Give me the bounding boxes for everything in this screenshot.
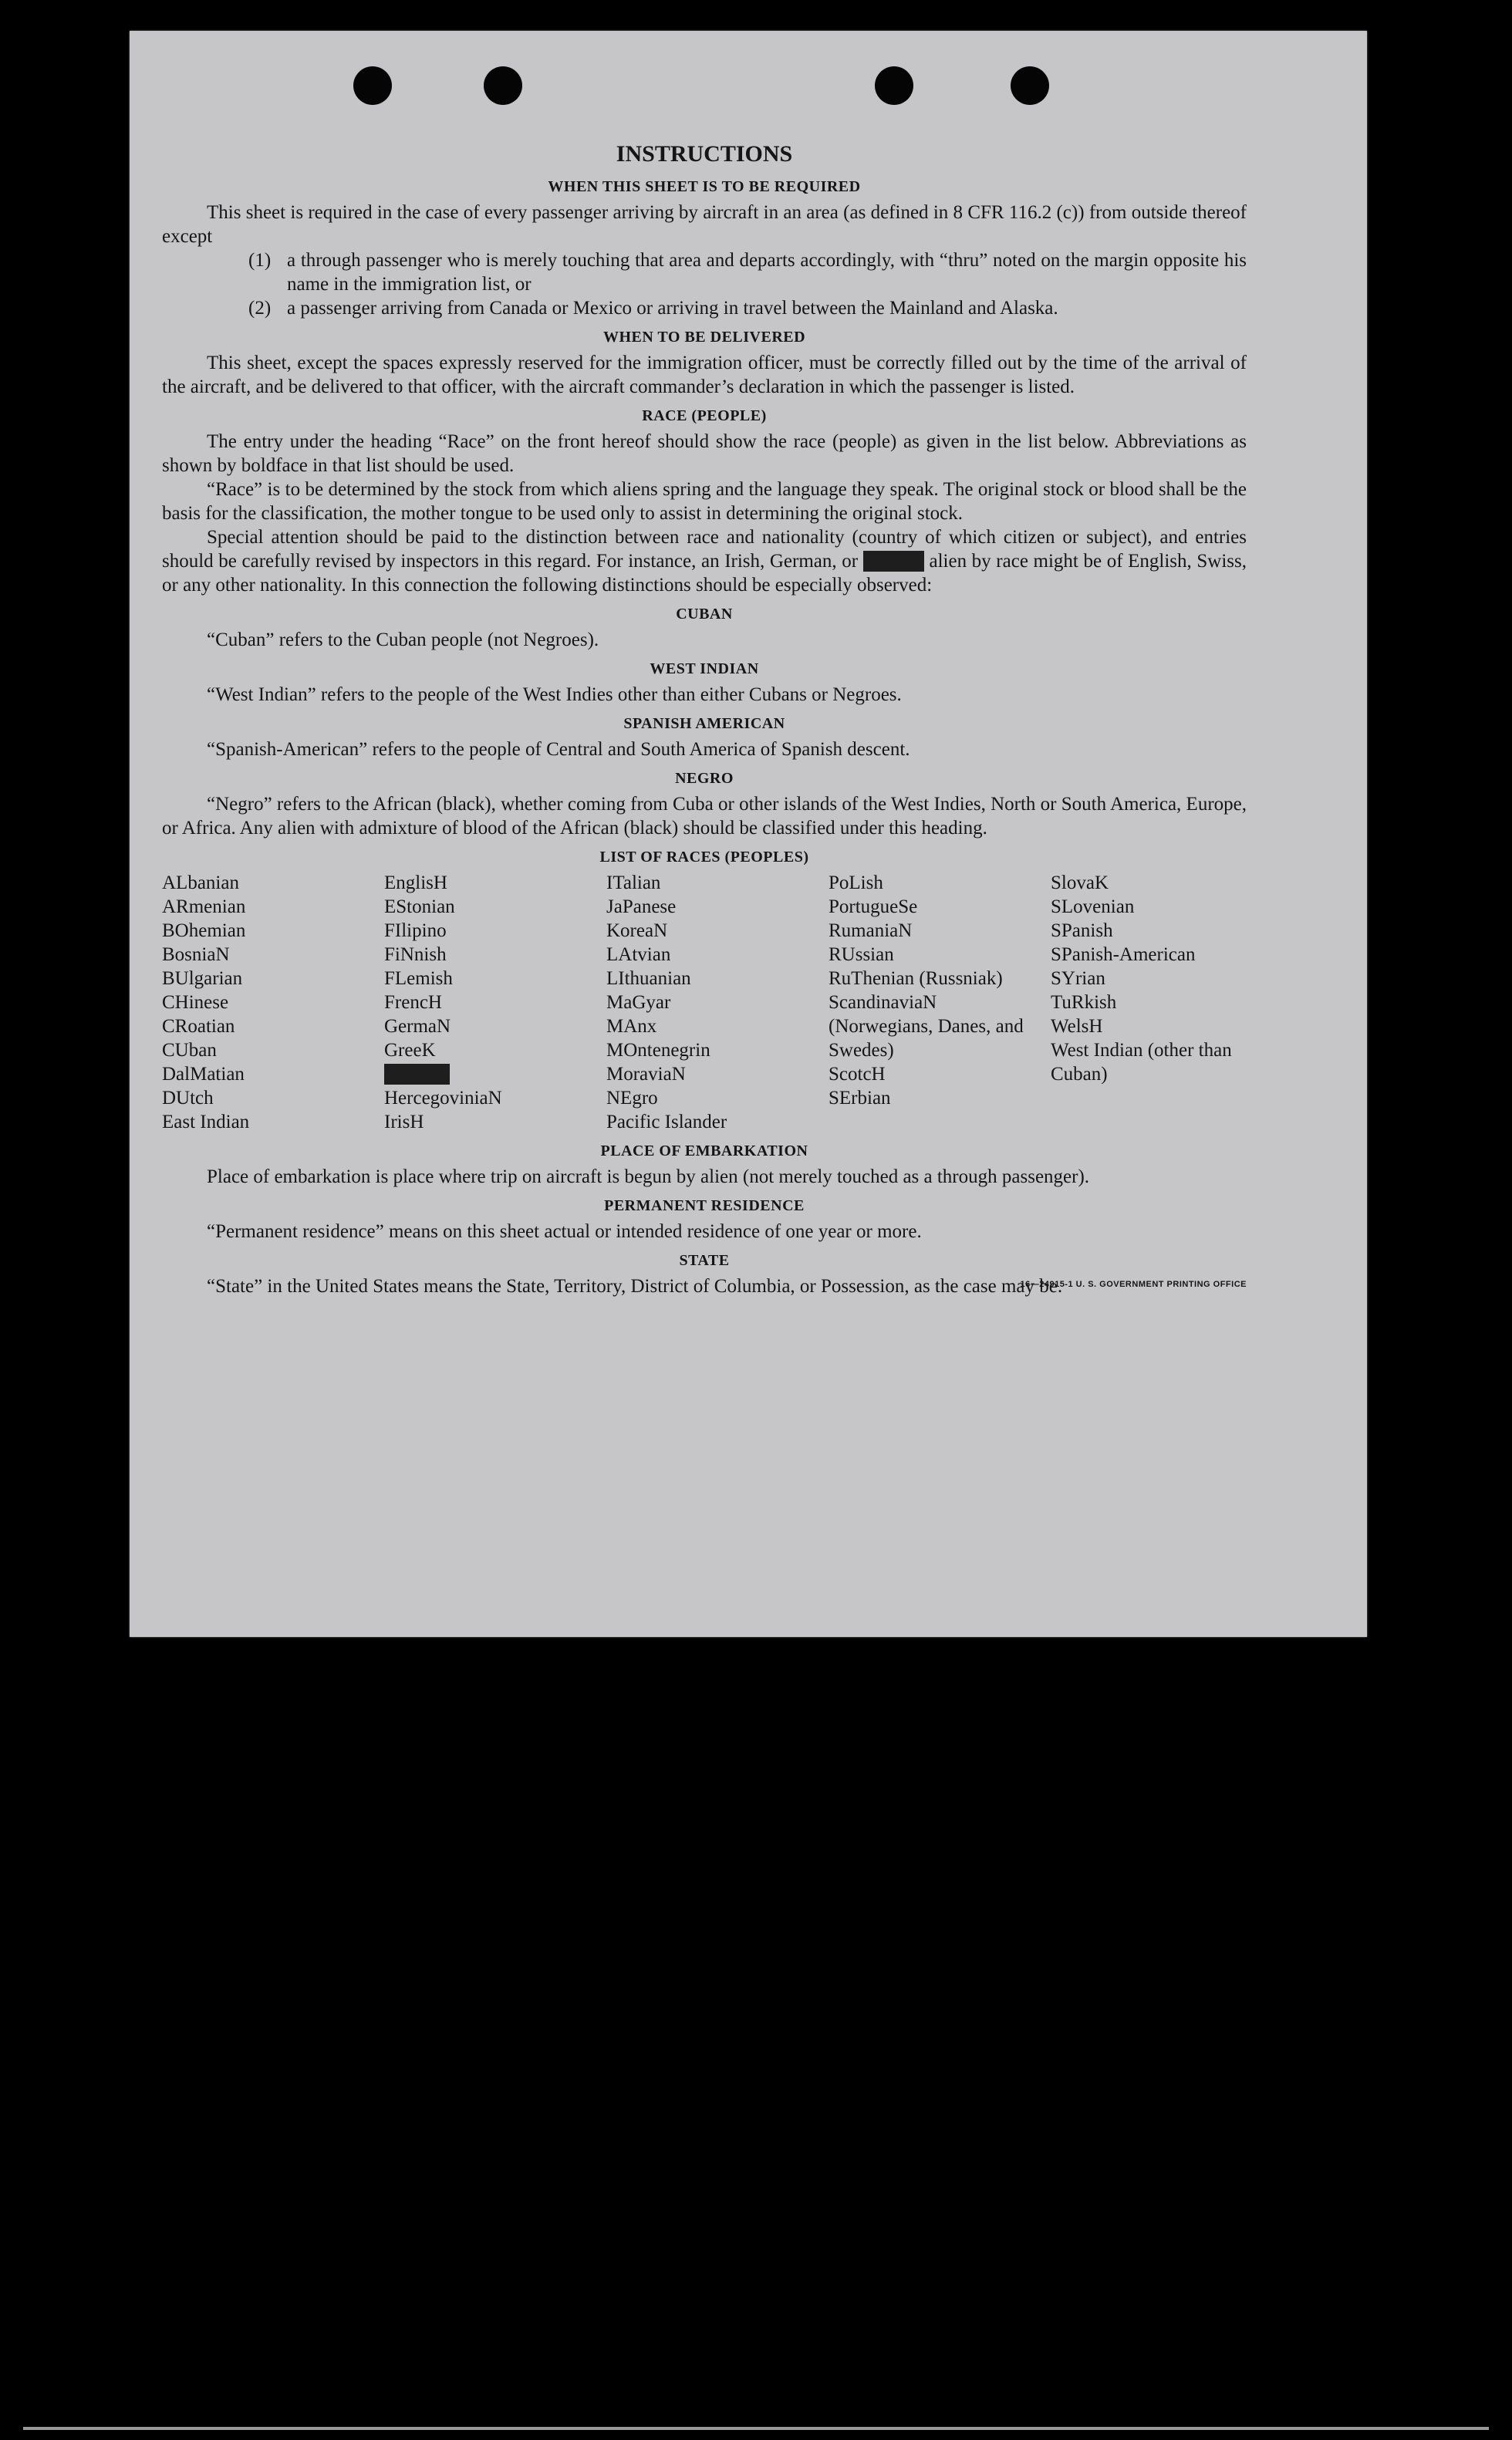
race-entry: EStonian bbox=[384, 896, 455, 917]
race-entry: SPanish bbox=[1051, 920, 1113, 941]
section-heading-spanish-american: SPANISH AMERICAN bbox=[623, 715, 785, 732]
race-entry: KoreaN bbox=[606, 920, 668, 941]
race-entry: FIlipino bbox=[384, 920, 447, 941]
race-entry: DalMatian bbox=[162, 1064, 245, 1085]
punch-hole bbox=[353, 66, 392, 105]
delivered-text: This sheet, except the spaces expressly reserved for the immigration officer, must be correctly filled out by the time of the arrival of the aircraft, and be delivered to that officer, with the aircraft commander’s declaration in which the passenger is listed. bbox=[162, 353, 1247, 397]
race-entry: JaPanese bbox=[606, 896, 677, 917]
section-heading-residence: PERMANENT RESIDENCE bbox=[604, 1197, 805, 1214]
race-entry: RUssian bbox=[829, 944, 894, 965]
race-paragraph-3: Special attention should be paid to the distinction between race and nationality (country of which citizen or subject), and entries should be carefully revised by inspectors in this regard. For instance, an Irish, German, or Hebrew alien by race might be of English, Swiss, or any other nationality. In this connection the following distinctions should be especially observed: bbox=[162, 527, 1247, 596]
scan-edge-line bbox=[23, 2427, 1489, 2430]
punch-hole bbox=[484, 66, 522, 105]
race-entry: FiNnish bbox=[384, 944, 447, 965]
section-heading-west-indian: WEST INDIAN bbox=[650, 660, 759, 677]
race-entry: SErbian bbox=[829, 1088, 891, 1109]
race-entry: SLovenian bbox=[1051, 896, 1135, 917]
section-heading-cuban: CUBAN bbox=[676, 606, 733, 623]
race-entry: ARmenian bbox=[162, 896, 246, 917]
redacted-word: Hebrew bbox=[862, 551, 924, 572]
race-entry: RuThenian (Russniak) bbox=[829, 968, 1003, 989]
race-column bbox=[829, 871, 1051, 1134]
race-entry: MoraviaN bbox=[606, 1064, 686, 1085]
race-entry: MOntenegrin bbox=[606, 1040, 710, 1061]
race-entry: FLemish bbox=[384, 968, 453, 989]
race-entry: ScandinaviaN (Norwegians, Danes, and Swedes) bbox=[829, 992, 1024, 1061]
race-entry: MaGyar bbox=[606, 992, 671, 1013]
race-entry-redacted: HebreW bbox=[384, 1064, 450, 1085]
race-entry: SYrian bbox=[1051, 968, 1105, 989]
race-entry: West Indian (other than Cuban) bbox=[1051, 1040, 1232, 1085]
race-column bbox=[606, 871, 829, 1134]
race-entry: SPanish-American bbox=[1051, 944, 1196, 965]
race-entry: MAnx bbox=[606, 1016, 657, 1037]
race-entry: LAtvian bbox=[606, 944, 671, 965]
required-intro: This sheet is required in the case of every passenger arriving by aircraft in an area (as defined in 8 CFR 116.2 (c)) from outside thereof except bbox=[162, 202, 1247, 247]
race-entry: PoLish bbox=[829, 872, 883, 893]
section-heading-negro: NEGRO bbox=[675, 770, 734, 787]
west-indian-text: “West Indian” refers to the people of the West Indies other than either Cubans or Negroes. bbox=[207, 684, 902, 705]
race-paragraph-1: The entry under the heading “Race” on the front hereof should show the race (people) as given in the list below. Abbreviations as shown by boldface in that list should be used. bbox=[162, 431, 1247, 476]
race-entry: EnglisH bbox=[384, 872, 447, 893]
race-column bbox=[384, 871, 606, 1134]
race-entry: LIthuanian bbox=[606, 968, 691, 989]
race-entry: ITalian bbox=[606, 872, 661, 893]
race-entry: ALbanian bbox=[162, 872, 239, 893]
page-title: INSTRUCTIONS bbox=[616, 141, 793, 167]
exception-item: (2) a passenger arriving from Canada or Mexico or arriving in travel between the Mainland and Alaska. bbox=[248, 298, 1058, 319]
section-heading-required: WHEN THIS SHEET IS TO BE REQUIRED bbox=[548, 178, 861, 195]
negro-text: “Negro” refers to the African (black), whether coming from Cuba or other islands of the West Indies, North or South America, Europe, or Africa. Any alien with admixture of blood of the African (black) should be classified under this heading. bbox=[162, 794, 1247, 839]
race-column bbox=[162, 871, 384, 1134]
state-section bbox=[162, 1274, 1247, 1298]
race-entry: ScotcH bbox=[829, 1064, 886, 1085]
race-entry: SlovaK bbox=[1051, 872, 1109, 893]
instructions-body bbox=[162, 139, 1247, 1298]
section-heading-embarkation: PLACE OF EMBARKATION bbox=[600, 1142, 808, 1159]
race-entry: CUban bbox=[162, 1040, 217, 1061]
residence-text: “Permanent residence” means on this sheet actual or intended residence of one year or more. bbox=[207, 1221, 922, 1242]
race-entry: HercegoviniaN bbox=[384, 1088, 502, 1109]
instruction-sheet bbox=[130, 31, 1367, 1637]
section-heading-state: STATE bbox=[679, 1252, 730, 1269]
race-entry: NEgro bbox=[606, 1088, 658, 1109]
section-heading-race: RACE (PEOPLE) bbox=[642, 407, 767, 424]
spanish-american-text: “Spanish-American” refers to the people of Central and South America of Spanish descent. bbox=[207, 739, 910, 760]
race-entry: IrisH bbox=[384, 1112, 424, 1132]
race-entry: GreeK bbox=[384, 1040, 436, 1061]
section-heading-list-of-races: LIST OF RACES (PEOPLES) bbox=[599, 849, 809, 866]
race-column bbox=[1051, 871, 1244, 1134]
state-text: “State” in the United States means the State, Territory, District of Columbia, or Possession, as the case may be. bbox=[207, 1276, 1063, 1297]
exception-item: (1) a through passenger who is merely touching that area and departs accordingly, with “thru” noted on the margin opposite his name in the immigration list, or bbox=[248, 250, 1247, 295]
embarkation-text: Place of embarkation is place where trip on aircraft is begun by alien (not merely touched as a through passenger). bbox=[207, 1166, 1090, 1187]
race-entry: RumaniaN bbox=[829, 920, 913, 941]
cuban-text: “Cuban” refers to the Cuban people (not Negroes). bbox=[207, 629, 599, 650]
race-paragraph-2: “Race” is to be determined by the stock from which aliens spring and the language they speak. The original stock or blood shall be the basis for the classification, the mother tongue to be used only to assist in determining the original stock. bbox=[162, 479, 1247, 524]
punch-hole bbox=[875, 66, 913, 105]
race-entry: FrencH bbox=[384, 992, 442, 1013]
punch-hole bbox=[1011, 66, 1049, 105]
race-entry: PortugueSe bbox=[829, 896, 918, 917]
race-entry: BUlgarian bbox=[162, 968, 243, 989]
race-entry: BosniaN bbox=[162, 944, 230, 965]
print-code: 16—24915-1 U. S. GOVERNMENT PRINTING OFFICE bbox=[1020, 1280, 1247, 1289]
race-entry: WelsH bbox=[1051, 1016, 1103, 1037]
race-entry: CHinese bbox=[162, 992, 229, 1013]
race-entry: BOhemian bbox=[162, 920, 246, 941]
race-list bbox=[162, 871, 1247, 1134]
race-entry: East Indian bbox=[162, 1112, 250, 1132]
race-entry: Pacific Islander bbox=[606, 1112, 727, 1132]
section-heading-delivered: WHEN TO BE DELIVERED bbox=[602, 329, 806, 346]
race-entry: GermaN bbox=[384, 1016, 451, 1037]
race-entry: CRoatian bbox=[162, 1016, 235, 1037]
race-entry: DUtch bbox=[162, 1088, 214, 1109]
race-entry: TuRkish bbox=[1051, 992, 1117, 1013]
